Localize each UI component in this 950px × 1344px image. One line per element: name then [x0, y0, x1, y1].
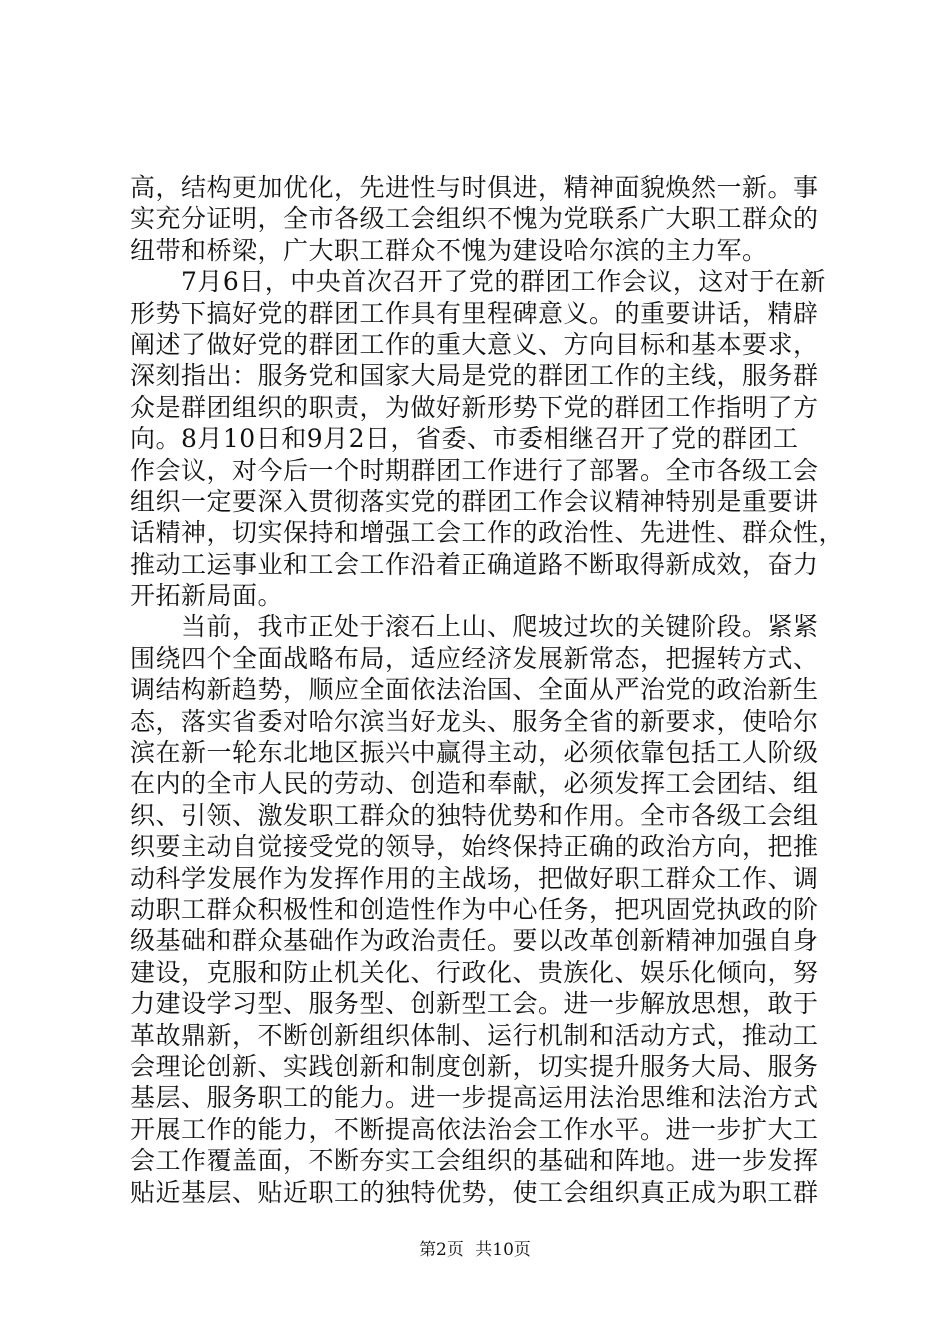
text-line: 力建设学习型、服务型、创新型工会。进一步解放思想，敢于	[130, 989, 819, 1019]
text-line: 7月6日，中央首次召开了党的群团工作会议，这对于在新	[130, 267, 826, 297]
text-line: 在内的全市人民的劳动、创造和奉献，必须发挥工会团结、组	[130, 769, 819, 799]
text-line: 滨在新一轮东北地区振兴中赢得主动，必须依靠包括工人阶级	[130, 738, 819, 768]
page-number: 第2页	[419, 1240, 464, 1260]
text-line: 话精神，切实保持和增强工会工作的政治性、先进性、群众性，	[130, 518, 845, 548]
text-line: 织要主动自觉接受党的领导，始终保持正确的政治方向，把推	[130, 832, 819, 862]
text-line: 基层、服务职工的能力。进一步提高运用法治思维和法治方式	[130, 1083, 819, 1113]
text-line: 会理论创新、实践创新和制度创新，切实提升服务大局、服务	[130, 1051, 819, 1081]
text-line: 开展工作的能力，不断提高依法治会工作水平。进一步扩大工	[130, 1114, 819, 1144]
page-footer	[0, 1238, 950, 1262]
text-line: 态，落实省委对哈尔滨当好龙头、服务全省的新要求，使哈尔	[130, 706, 819, 736]
text-line: 向。8月10日和9月2日，省委、市委相继召开了党的群团工	[130, 424, 799, 454]
text-line: 高，结构更加优化，先进性与时俱进，精神面貌焕然一新。事	[130, 173, 819, 202]
text-line: 围绕四个全面战略布局，适应经济发展新常态，把握转方式、	[130, 643, 819, 673]
text-line: 当前，我市正处于滚石上山、爬坡过坎的关键阶段。紧紧	[130, 612, 819, 642]
text-line: 调结构新趋势，顺应全面依法治国、全面从严治党的政治新生	[130, 675, 819, 705]
text-line: 纽带和桥梁，广大职工群众不愧为建设哈尔滨的主力军。	[130, 235, 768, 265]
text-line: 动职工群众积极性和创造性作为中心任务，把巩固党执政的阶	[130, 894, 819, 924]
text-line: 形势下搞好党的群团工作具有里程碑意义。的重要讲话，精辟	[130, 298, 819, 328]
text-line: 革故鼎新，不断创新组织体制、运行机制和活动方式，推动工	[130, 1020, 819, 1050]
text-line: 众是群团组织的职责，为做好新形势下党的群团工作指明了方	[130, 392, 819, 422]
text-line: 会工作覆盖面，不断夯实工会组织的基础和阵地。进一步发挥	[130, 1146, 819, 1176]
text-line: 动科学发展作为发挥作用的主战场，把做好职工群众工作、调	[130, 863, 819, 893]
text-line: 织、引领、激发职工群众的独特优势和作用。全市各级工会组	[130, 800, 819, 830]
text-line: 作会议，对今后一个时期群团工作进行了部署。全市各级工会	[130, 455, 819, 485]
text-line: 阐述了做好党的群团工作的重大意义、方向目标和基本要求，	[130, 329, 819, 359]
text-line: 推动工运事业和工会工作沿着正确道路不断取得新成效，奋力	[130, 549, 819, 579]
body-text	[130, 172, 845, 1208]
text-line: 级基础和群众基础作为政治责任。要以改革创新精神加强自身	[130, 926, 819, 956]
text-line: 实充分证明，全市各级工会组织不愧为党联系广大职工群众的	[130, 204, 819, 234]
page-total: 共10页	[475, 1240, 531, 1260]
text-line: 建设，克服和防止机关化、行政化、贵族化、娱乐化倾向，努	[130, 957, 819, 987]
text-line: 深刻指出：服务党和国家大局是党的群团工作的主线，服务群	[130, 361, 819, 391]
text-line: 贴近基层、贴近职工的独特优势，使工会组织真正成为职工群	[130, 1177, 819, 1207]
text-line: 组织一定要深入贯彻落实党的群团工作会议精神特别是重要讲	[130, 486, 819, 516]
text-line: 开拓新局面。	[130, 581, 284, 611]
